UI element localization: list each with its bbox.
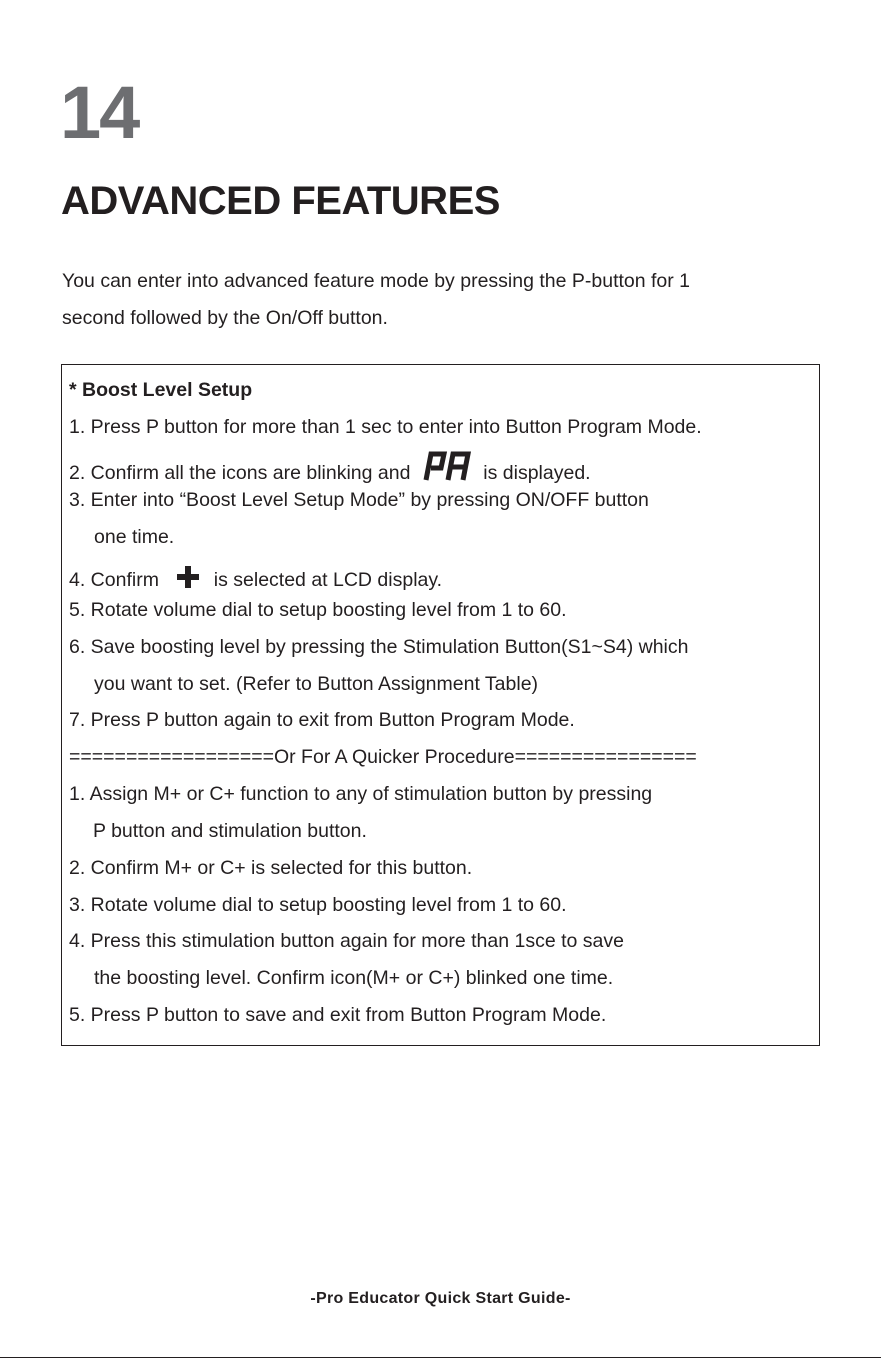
bottom-divider bbox=[0, 1357, 881, 1358]
chapter-title: ADVANCED FEATURES bbox=[61, 179, 500, 223]
step-4 bbox=[69, 565, 442, 594]
intro-paragraph bbox=[62, 263, 842, 337]
step-7: 7. Press P button again to exit from Button Program Mode. bbox=[69, 709, 575, 731]
box-heading: * Boost Level Setup bbox=[69, 379, 253, 401]
plus-icon bbox=[176, 565, 200, 594]
step-2-text-before: 2. Confirm all the icons are blinking and bbox=[69, 462, 416, 484]
step-3-line-2: one time. bbox=[94, 526, 175, 548]
quick-step-5: 5. Press P button to save and exit from Button Program Mode. bbox=[69, 1004, 607, 1026]
quick-step-1-line-2: P button and stimulation button. bbox=[93, 820, 367, 842]
intro-line: You can enter into advanced feature mode by pressing the P-button for 1 bbox=[62, 270, 691, 292]
quick-step-1-line-1: 1. Assign M+ or C+ function to any of stimulation button by pressing bbox=[69, 783, 653, 805]
pa-display-icon bbox=[420, 451, 474, 488]
quick-step-2: 2. Confirm M+ or C+ is selected for this button. bbox=[69, 857, 473, 879]
quick-procedure-separator: ==================Or For A Quicker Procedure================ bbox=[69, 746, 697, 768]
step-2-text-after: is displayed. bbox=[477, 462, 591, 484]
boost-level-setup-box bbox=[61, 364, 820, 1046]
quick-step-4-line-2: the boosting level. Confirm icon(M+ or C+) blinked one time. bbox=[94, 967, 614, 989]
page-footer: -Pro Educator Quick Start Guide- bbox=[310, 1290, 571, 1307]
quick-step-4-line-1: 4. Press this stimulation button again for more than 1sce to save bbox=[69, 930, 624, 952]
quick-step-3: 3. Rotate volume dial to setup boosting level from 1 to 60. bbox=[69, 894, 567, 916]
step-4-text-after: is selected at LCD display. bbox=[208, 569, 443, 591]
step-5: 5. Rotate volume dial to setup boosting level from 1 to 60. bbox=[69, 599, 567, 621]
step-6-line-1: 6. Save boosting level by pressing the Stimulation Button(S1~S4) which bbox=[69, 636, 689, 658]
step-4-text-before: 4. Confirm bbox=[69, 569, 165, 591]
step-2 bbox=[69, 451, 591, 488]
intro-line: second followed by the On/Off button. bbox=[62, 307, 388, 329]
step-3-line-1: 3. Enter into “Boost Level Setup Mode” by pressing ON/OFF button bbox=[69, 489, 649, 511]
chapter-number: 14 bbox=[60, 71, 139, 154]
step-6-line-2: you want to set. (Refer to Button Assignment Table) bbox=[94, 673, 539, 695]
step-1: 1. Press P button for more than 1 sec to enter into Button Program Mode. bbox=[69, 416, 702, 438]
